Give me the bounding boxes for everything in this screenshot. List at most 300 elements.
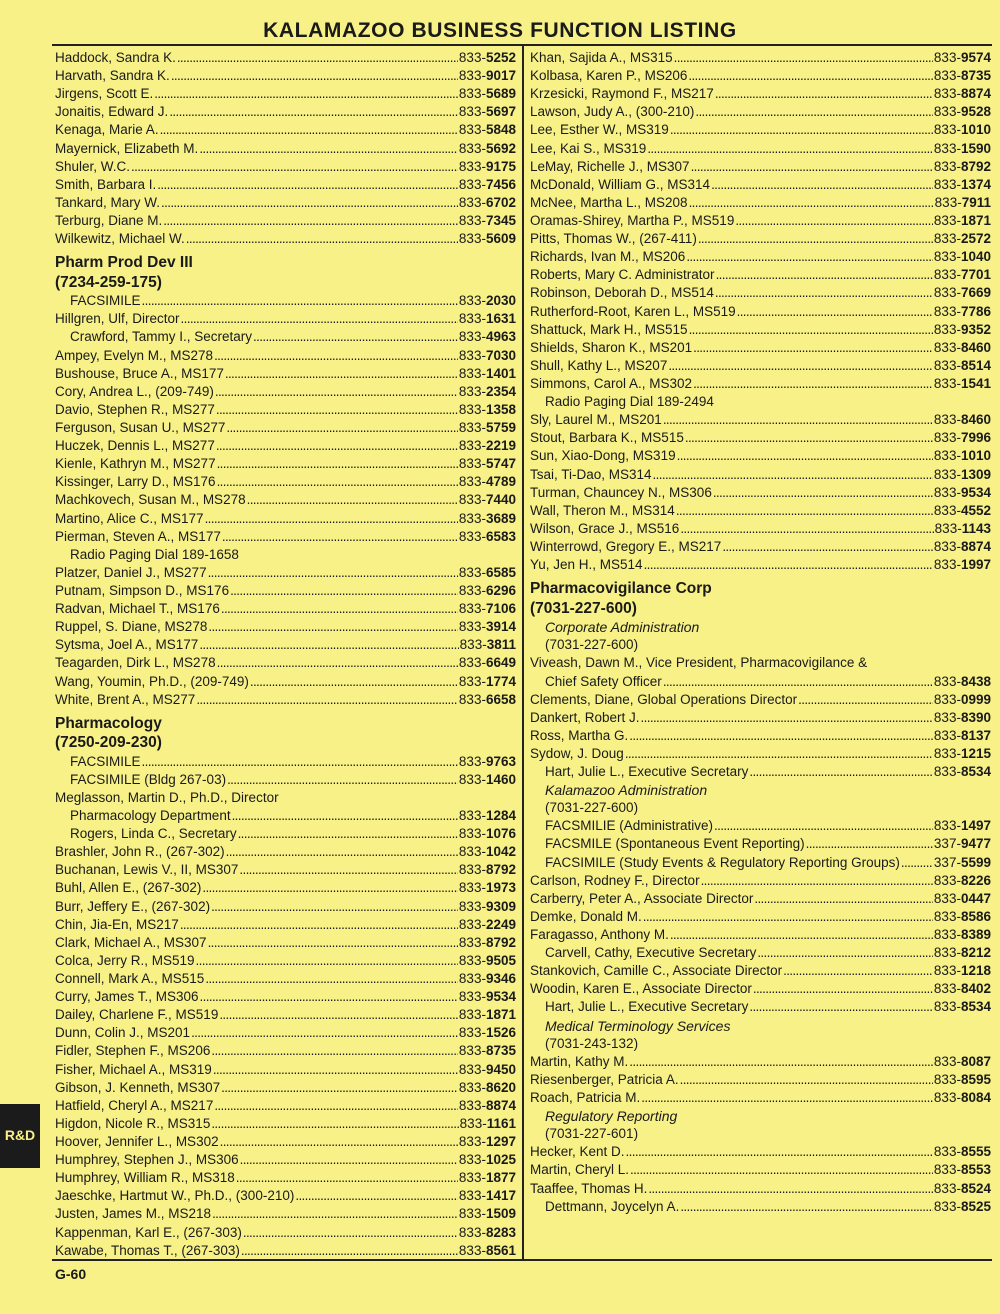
phone-number [934, 411, 991, 429]
phone-prefix: 833- [459, 1115, 487, 1131]
phone-prefix: 833- [458, 691, 486, 707]
phone-number [934, 49, 991, 67]
phone-prefix: 833- [458, 952, 486, 968]
phone-extension: 7996 [960, 430, 991, 446]
phone-extension: 7106 [485, 601, 516, 617]
phone-prefix: 833- [458, 158, 486, 174]
listing-name: Rutherford-Root, Karen L., MS519 [530, 303, 736, 319]
phone-prefix: 833- [933, 1071, 961, 1087]
phone-number [934, 212, 991, 230]
listing-name: Oramas-Shirey, Martha P., MS519 [530, 212, 735, 228]
phone-number [934, 944, 991, 962]
phone-extension: 8438 [960, 673, 991, 689]
phone-number [934, 375, 991, 393]
phone-extension: 1284 [485, 808, 516, 824]
phone-prefix: 833- [458, 564, 486, 580]
dot-leader [214, 1097, 458, 1115]
dot-leader [693, 339, 933, 357]
phone-prefix: 833- [458, 1025, 486, 1041]
phone-number [934, 998, 991, 1016]
dot-leader [630, 1161, 933, 1179]
phone-extension: 2030 [485, 293, 516, 309]
listing-row [55, 843, 516, 861]
listing-row [530, 339, 991, 357]
listing-row [530, 835, 991, 853]
dot-leader [674, 49, 933, 67]
phone-extension: 8283 [485, 1224, 516, 1240]
phone-prefix: 833- [933, 375, 961, 391]
phone-extension: 6583 [485, 528, 516, 544]
phone-number [459, 437, 516, 455]
dot-leader [225, 365, 458, 383]
phone-number [459, 970, 516, 988]
dot-leader [653, 466, 933, 484]
listing-name: Cory, Andrea L., (209-749) [55, 383, 214, 399]
listing-row [530, 890, 991, 908]
phone-prefix: 833- [933, 68, 961, 84]
phone-extension: 2572 [960, 231, 991, 247]
phone-prefix: 833- [458, 934, 486, 950]
dot-leader [714, 817, 933, 835]
phone-prefix: 833- [458, 1061, 486, 1077]
listing-name: Buhl, Allen E., (267-302) [55, 880, 202, 896]
listing-name: Wall, Theron M., MS314 [530, 502, 675, 518]
listing-row [55, 1061, 516, 1079]
dot-leader [241, 1242, 458, 1260]
listing-name: Putnam, Simpson D., MS176 [55, 582, 230, 598]
phone-prefix: 833- [458, 1097, 486, 1113]
listing-row [55, 121, 516, 139]
phone-number [934, 67, 991, 85]
subsection-code: (7031-227-600) [545, 800, 639, 816]
phone-prefix: 833- [933, 86, 961, 102]
phone-extension: 5697 [485, 104, 516, 120]
phone-prefix: 833- [933, 303, 961, 319]
listing-name: Clements, Diane, Global Operations Director [530, 691, 798, 707]
listing-note: Radio Paging Dial 189-1658 [70, 546, 239, 562]
listing-name: Harvath, Sandra K. [55, 68, 170, 84]
phone-prefix: 833- [933, 1144, 961, 1160]
phone-extension: 1040 [960, 249, 991, 265]
listing-row [530, 158, 991, 176]
listing-name: Hart, Julie L., Executive Secretary [545, 999, 749, 1015]
phone-extension: 5747 [485, 456, 516, 472]
phone-extension: 1590 [960, 140, 991, 156]
listing-row [530, 556, 991, 574]
subsection-code: (7031-243-132) [545, 1035, 639, 1051]
listing-row [530, 266, 991, 284]
listing-row [55, 1133, 516, 1151]
phone-number [934, 429, 991, 447]
listing-name: Sydow, J. Doug [530, 745, 624, 761]
dot-leader [680, 520, 933, 538]
phone-extension: 8561 [485, 1242, 516, 1258]
phone-number [459, 401, 516, 419]
dot-leader [641, 709, 933, 727]
phone-number [934, 926, 991, 944]
phone-extension: 1401 [485, 365, 516, 381]
listing-name: Buchanan, Lewis V., II, MS307 [55, 862, 239, 878]
listing-row [55, 158, 516, 176]
phone-extension: 5759 [485, 419, 516, 435]
dot-leader [240, 1151, 458, 1169]
dot-leader [142, 292, 458, 310]
listing-name: Roach, Patricia M. [530, 1090, 641, 1106]
phone-extension: 9017 [485, 68, 516, 84]
dot-leader [625, 745, 933, 763]
phone-extension: 7786 [960, 303, 991, 319]
phone-extension: 9528 [960, 104, 991, 120]
listing-row [55, 437, 516, 455]
phone-number [934, 538, 991, 556]
phone-prefix: 833- [458, 1134, 486, 1150]
phone-prefix: 833- [933, 1090, 961, 1106]
phone-extension: 8553 [960, 1162, 991, 1178]
phone-extension: 8460 [960, 339, 991, 355]
dot-leader [211, 1042, 458, 1060]
listing-row [530, 484, 991, 502]
phone-extension: 9450 [485, 1061, 516, 1077]
phone-number [934, 962, 991, 980]
listing-row [530, 357, 991, 375]
phone-prefix: 833- [933, 673, 961, 689]
phone-prefix: 833- [458, 492, 486, 508]
dot-leader [749, 763, 933, 781]
dot-leader [211, 898, 458, 916]
phone-number [459, 347, 516, 365]
phone-extension: 8874 [960, 86, 991, 102]
phone-number [934, 357, 991, 375]
listing-row [55, 1224, 516, 1242]
phone-number [934, 466, 991, 484]
listing-row [55, 176, 516, 194]
listing-row [55, 600, 516, 618]
phone-extension: 1297 [485, 1134, 516, 1150]
listing-name: McNee, Martha L., MS208 [530, 194, 688, 210]
dot-leader [629, 1053, 933, 1071]
phone-number [459, 230, 516, 248]
listing-row [55, 807, 516, 825]
listing-row [530, 429, 991, 447]
listing-name: Lawson, Judy A., (300-210) [530, 104, 695, 120]
listing-name: White, Brent A., MS277 [55, 691, 196, 707]
listing-row [530, 962, 991, 980]
dot-leader [226, 419, 458, 437]
phone-prefix: 833- [458, 347, 486, 363]
phone-prefix: 833- [458, 212, 486, 228]
listing-row [55, 771, 516, 789]
listing-row [55, 230, 516, 248]
listing-name: Hoover, Jennifer L., MS302 [55, 1134, 219, 1150]
listing-name: Crawford, Tammy I., Secretary [70, 329, 253, 345]
phone-extension: 8534 [960, 764, 991, 780]
dot-leader [643, 908, 933, 926]
phone-number [934, 284, 991, 302]
phone-extension: 9763 [485, 753, 516, 769]
listing-name: Huczek, Dennis L., MS277 [55, 438, 215, 454]
listing-row [55, 636, 516, 654]
listing-row [55, 898, 516, 916]
dot-leader [217, 455, 458, 473]
phone-prefix: 833- [933, 502, 961, 518]
phone-number [460, 1115, 516, 1133]
dot-leader [181, 310, 458, 328]
listing-name: Wilson, Grace J., MS516 [530, 520, 680, 536]
dot-leader [648, 1180, 933, 1198]
phone-extension: 1973 [485, 880, 516, 896]
listing-row [55, 328, 516, 346]
listing-row [530, 538, 991, 556]
phone-number [459, 1042, 516, 1060]
listing-name: Haddock, Sandra K. [55, 50, 176, 65]
phone-number [459, 491, 516, 509]
dot-leader [202, 879, 458, 897]
phone-prefix: 337- [933, 854, 961, 870]
phone-prefix: 833- [458, 1152, 486, 1168]
subsection-heading: Corporate Administration [545, 619, 700, 636]
dot-leader [253, 328, 458, 346]
phone-prefix: 833- [933, 963, 961, 979]
listing-row [55, 455, 516, 473]
phone-prefix: 833- [933, 927, 961, 943]
phone-number [459, 934, 516, 952]
dot-leader [663, 411, 933, 429]
listing-name: Tsai, Ti-Dao, MS314 [530, 466, 652, 482]
phone-prefix: 833- [458, 383, 486, 399]
dot-leader [227, 771, 458, 789]
dot-leader [295, 1187, 458, 1205]
phone-number [459, 67, 516, 85]
phone-extension: 3689 [485, 510, 516, 526]
phone-number [934, 1198, 991, 1216]
phone-number [459, 1079, 516, 1097]
phone-number [459, 952, 516, 970]
listing-name: Mayernick, Elizabeth M. [55, 140, 199, 156]
phone-prefix: 833- [933, 999, 961, 1015]
phone-number [459, 85, 516, 103]
listing-name: Winterrowd, Gregory E., MS217 [530, 538, 722, 554]
listing-row [55, 365, 516, 383]
phone-prefix: 833- [458, 971, 486, 987]
listing-name: Simmons, Carol A., MS302 [530, 375, 693, 391]
dot-leader [693, 375, 933, 393]
dot-leader [668, 357, 933, 375]
phone-number [459, 673, 516, 691]
phone-extension: 9574 [960, 50, 991, 65]
dot-leader [715, 284, 933, 302]
phone-number [459, 825, 516, 843]
listing-row [530, 691, 991, 709]
listing-name: Roberts, Mary C. Administrator [530, 267, 715, 283]
dot-leader [230, 582, 458, 600]
phone-number [459, 807, 516, 825]
listing-row [55, 491, 516, 509]
listing-name: Brashler, John R., (267-302) [55, 844, 225, 860]
listing-row [55, 970, 516, 988]
section-heading: (7250-209-230) [55, 734, 162, 752]
dot-leader [641, 1089, 933, 1107]
dot-leader [806, 835, 933, 853]
listing-name: Kappenman, Karl E., (267-303) [55, 1224, 242, 1240]
listing-row [530, 466, 991, 484]
listing-row [530, 447, 991, 465]
listing-row [530, 176, 991, 194]
phone-extension: 8084 [960, 1090, 991, 1106]
listing-row [55, 194, 516, 212]
phone-extension: 9309 [485, 898, 516, 914]
phone-prefix: 833- [458, 1043, 486, 1059]
phone-prefix: 833- [933, 818, 961, 834]
phone-prefix: 833- [933, 691, 961, 707]
phone-extension: 7440 [485, 492, 516, 508]
phone-extension: 8586 [960, 908, 991, 924]
phone-number [459, 753, 516, 771]
listing-name: Kissinger, Larry D., MS176 [55, 474, 216, 490]
phone-prefix: 833- [933, 104, 961, 120]
subsection-heading: Kalamazoo Administration [545, 782, 708, 799]
phone-number [934, 158, 991, 176]
dot-leader [680, 1071, 933, 1089]
listing-name: Tankard, Mary W. [55, 194, 161, 210]
phone-number [934, 908, 991, 926]
dot-leader [698, 230, 933, 248]
phone-number [459, 194, 516, 212]
listing-row [530, 1161, 991, 1179]
phone-extension: 8735 [485, 1043, 516, 1059]
phone-prefix: 833- [933, 357, 961, 373]
listing-name: Lee, Kai S., MS319 [530, 140, 647, 156]
phone-extension: 1509 [485, 1206, 516, 1222]
listing-name: Lee, Esther W., MS319 [530, 122, 669, 138]
phone-prefix: 833- [933, 430, 961, 446]
listing-name: Radvan, Michael T., MS176 [55, 601, 220, 617]
phone-prefix: 833- [933, 231, 961, 247]
phone-extension: 6658 [485, 691, 516, 707]
dot-leader [177, 49, 458, 67]
phone-prefix: 833- [933, 484, 961, 500]
phone-number [459, 419, 516, 437]
phone-extension: 8792 [485, 934, 516, 950]
phone-extension: 1143 [961, 520, 991, 536]
phone-extension: 9534 [960, 484, 991, 500]
listing-row [55, 310, 516, 328]
listing-row [530, 103, 991, 121]
phone-prefix: 833- [933, 158, 961, 174]
listing-name: Shields, Sharon K., MS201 [530, 339, 693, 355]
listing-name: Kienle, Kathryn M., MS277 [55, 456, 216, 472]
listing-row [530, 140, 991, 158]
phone-number [459, 916, 516, 934]
listing-row [55, 825, 516, 843]
dot-leader [735, 212, 933, 230]
phone-number [934, 176, 991, 194]
phone-number [459, 582, 516, 600]
phone-prefix: 833- [458, 1079, 486, 1095]
listing-row [530, 1180, 991, 1198]
phone-extension: 8874 [960, 538, 991, 554]
listing-note: Radio Paging Dial 189-2494 [545, 394, 714, 410]
listing-name: FACSIMILE (Bldg 267-03) [70, 771, 227, 787]
dot-leader [754, 890, 933, 908]
phone-prefix: 833- [458, 68, 486, 84]
phone-number [459, 1006, 516, 1024]
dot-leader [798, 691, 933, 709]
listing-row [55, 691, 516, 709]
listing-name: Yu, Jen H., MS514 [530, 557, 643, 573]
phone-number [459, 1169, 516, 1187]
dot-leader [221, 1079, 458, 1097]
listing-row [55, 1187, 516, 1205]
listing-name: Wang, Youmin, Ph.D., (209-749) [55, 673, 249, 689]
listing-row [530, 502, 991, 520]
phone-extension: 5848 [485, 122, 516, 138]
listing-name: Robinson, Deborah D., MS514 [530, 285, 714, 301]
dot-leader [232, 807, 458, 825]
dot-leader [199, 140, 458, 158]
phone-number [459, 1024, 516, 1042]
listing-row [55, 916, 516, 934]
dot-leader [215, 383, 458, 401]
listing-name: Ross, Martha G. [530, 727, 629, 743]
phone-extension: 1161 [486, 1115, 516, 1131]
listing-name: FACSIMILE (Study Events & Regulatory Reporting Groups) [545, 854, 900, 870]
listing-name: Clark, Michael A., MS307 [55, 934, 207, 950]
listing-row [55, 1042, 516, 1060]
listing-name: FACSIMILE [70, 293, 141, 309]
phone-number [459, 176, 516, 194]
phone-prefix: 833- [933, 890, 961, 906]
dot-leader [677, 447, 933, 465]
listing-row [55, 347, 516, 365]
listing-name: Colca, Jerry R., MS519 [55, 952, 195, 968]
phone-extension: 1417 [485, 1188, 516, 1204]
phone-number [934, 1180, 991, 1198]
phone-extension: 8389 [960, 927, 991, 943]
phone-prefix: 833- [933, 538, 961, 554]
listing-name: Martin, Cheryl L. [530, 1162, 630, 1178]
phone-prefix: 833- [458, 619, 486, 635]
dot-leader [749, 998, 933, 1016]
phone-extension: 4552 [960, 502, 991, 518]
phone-prefix: 833- [458, 1188, 486, 1204]
listing-name: Davio, Stephen R., MS277 [55, 401, 215, 417]
phone-number [934, 835, 991, 853]
dot-leader [711, 176, 933, 194]
phone-extension: 1631 [485, 311, 516, 327]
listing-row [530, 763, 991, 781]
phone-prefix: 833- [458, 438, 486, 454]
listing-row [530, 673, 991, 691]
listing-name: Machkovech, Susan M., MS278 [55, 492, 246, 508]
dot-leader [247, 491, 458, 509]
phone-number [934, 1161, 991, 1179]
phone-prefix: 833- [458, 510, 486, 526]
dot-leader [154, 85, 458, 103]
listing-row [55, 1097, 516, 1115]
phone-number [459, 600, 516, 618]
listing-name: Ampey, Evelyn M., MS278 [55, 347, 214, 363]
phone-number [934, 303, 991, 321]
phone-extension: 8792 [485, 862, 516, 878]
phone-number [459, 292, 516, 310]
phone-prefix: 833- [458, 1007, 486, 1023]
listing-row [55, 879, 516, 897]
listing-row [55, 673, 516, 691]
phone-extension: 1541 [960, 375, 991, 391]
phone-prefix: 833- [458, 140, 486, 156]
phone-prefix: 833- [933, 1053, 961, 1069]
phone-prefix: 833- [933, 745, 961, 761]
